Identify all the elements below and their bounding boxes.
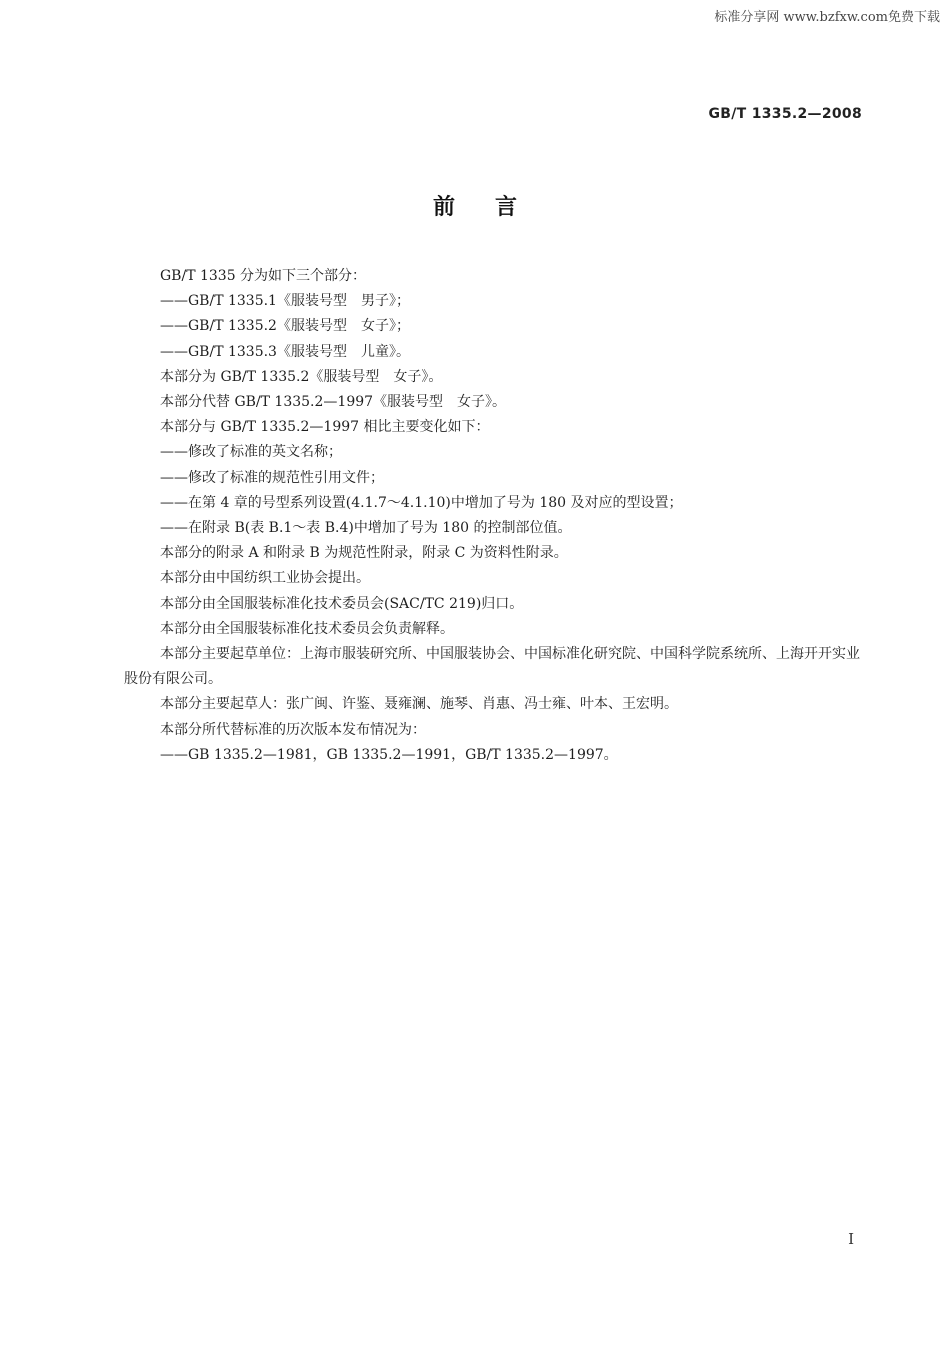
paragraph: 本部分的附录 A 和附录 B 为规范性附录，附录 C 为资料性附录。 xyxy=(160,545,568,562)
watermark-text: 标准分享网 www.bzfxw.com免费下载 xyxy=(714,10,940,25)
list-item: ——在第 4 章的号型系列设置(4.1.7～4.1.10)中增加了号为 180 及对应的型设置； xyxy=(160,494,683,511)
paragraph: 本部分主要起草人：张广闽、许鉴、聂雍澜、施琴、肖惠、冯士雍、叶本、王宏明。 xyxy=(160,696,678,713)
list-item: ——修改了标准的英文名称； xyxy=(160,444,342,461)
page-title: 前言 xyxy=(432,195,557,220)
paragraph: 本部分由中国纺织工业协会提出。 xyxy=(160,570,370,587)
page-number: I xyxy=(848,1230,854,1248)
standard-code: GB/T 1335.2—2008 xyxy=(708,106,862,122)
list-item: ——修改了标准的规范性引用文件； xyxy=(160,469,384,486)
list-item: ——GB/T 1335.3《服装号型 儿童》。 xyxy=(160,343,410,360)
paragraph: 本部分为 GB/T 1335.2《服装号型 女子》。 xyxy=(160,368,443,385)
paragraph: 本部分所代替标准的历次版本发布情况为： xyxy=(160,721,426,738)
list-item: ——GB/T 1335.1《服装号型 男子》； xyxy=(160,293,410,310)
list-item: ——GB 1335.2—1981，GB 1335.2—1991，GB/T 1335.2—1997。 xyxy=(160,746,618,763)
paragraph: 本部分代替 GB/T 1335.2—1997《服装号型 女子》。 xyxy=(160,394,507,411)
list-item: ——在附录 B(表 B.1～表 B.4)中增加了号为 180 的控制部位值。 xyxy=(160,520,572,537)
paragraph: 本部分由全国服装标准化技术委员会(SAC/TC 219)归口。 xyxy=(160,595,524,612)
list-item: ——GB/T 1335.2《服装号型 女子》； xyxy=(160,318,410,335)
paragraph: GB/T 1335 分为如下三个部分： xyxy=(160,268,367,284)
paragraph: 本部分由全国服装标准化技术委员会负责解释。 xyxy=(160,620,454,637)
paragraph: 本部分与 GB/T 1335.2—1997 相比主要变化如下： xyxy=(160,419,490,436)
foreword-body xyxy=(124,264,864,768)
paragraph: 本部分主要起草单位：上海市服装研究所、中国服装协会、中国标准化研究院、中国科学院系统所、上海开开实业股份有限公司。 xyxy=(124,646,860,688)
